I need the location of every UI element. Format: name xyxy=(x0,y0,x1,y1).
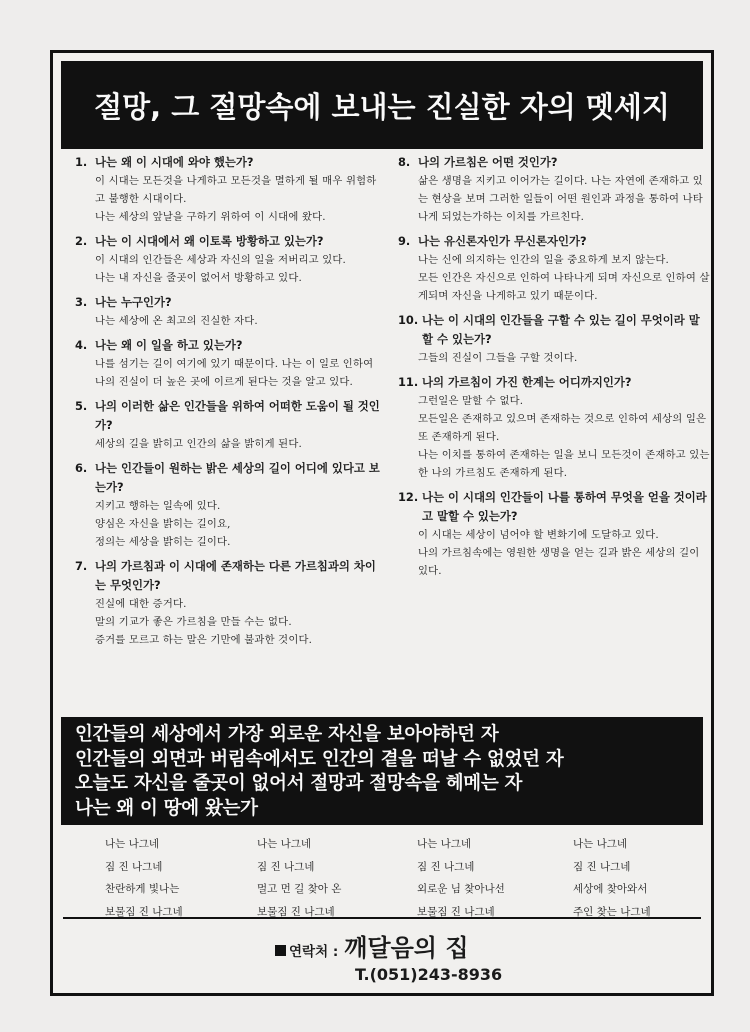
poem-line: 짐 진 나그네 xyxy=(417,860,475,873)
answer-text xyxy=(398,392,710,482)
questions-left-column xyxy=(75,153,385,655)
question-number: 2. xyxy=(75,234,88,248)
poem-line: 나는 나그네 xyxy=(105,838,160,850)
answer-line: 그런일은 말할 수 없다. xyxy=(418,395,524,407)
poem-stanza xyxy=(257,833,341,923)
question-text: 나는 누구인가? xyxy=(95,295,172,309)
answer-text xyxy=(398,526,710,580)
answer-line: 양심은 자신을 밝히는 길이요, xyxy=(95,518,231,530)
answer-text xyxy=(398,172,710,226)
banner xyxy=(61,717,703,825)
poem-section xyxy=(53,833,717,918)
question-text: 나는 이 시대에서 왜 이토록 방황하고 있는가? xyxy=(95,234,324,248)
answer-line: 그들의 진실이 그들을 구할 것이다. xyxy=(418,352,578,364)
answer-text xyxy=(75,497,385,551)
answer-line: 삶은 생명을 지키고 이어가는 길이다. 나는 자연에 존재하고 있는 현상을 보며 그러한 일들이 어떤 원인과 과정을 통하여 나타나게 되었는가하는 이치를 가르친다. xyxy=(418,175,703,223)
answer-line: 모든일은 존재하고 있으며 존재하는 것으로 인하여 세상의 일은 또 존재하게 된다. xyxy=(418,413,707,443)
question-item xyxy=(398,488,710,580)
question-text: 나의 가르침은 어떤 것인가? xyxy=(418,155,558,169)
divider xyxy=(63,917,701,919)
question-text: 나는 인간들이 원하는 밝은 세상의 길이 어디에 있다고 보는가? xyxy=(95,461,380,494)
question-item xyxy=(75,557,385,649)
answer-line: 말의 기교가 좋은 가르침을 만들 수는 없다. xyxy=(95,616,292,628)
question-item xyxy=(75,232,385,287)
question-text: 나는 왜 이 일을 하고 있는가? xyxy=(95,338,243,352)
question-item xyxy=(75,153,385,226)
question-item xyxy=(398,232,710,305)
answer-line: 나는 세상에 온 최고의 진실한 자다. xyxy=(95,315,258,327)
question-item xyxy=(75,397,385,453)
question-text: 나는 이 시대의 인간들을 구할 수 있는 길이 무엇이라 말할 수 있는가? xyxy=(422,313,700,346)
poem-line: 나는 나그네 xyxy=(257,838,312,850)
answer-text xyxy=(75,355,385,391)
poem-line: 보물짐 진 나그네 xyxy=(417,905,495,918)
poem-stanza xyxy=(417,833,505,923)
answer-line: 모든 인간은 자신으로 인하여 나타나게 되며 자신으로 인하여 살게되며 자신을 나게하고 있기 때문이다. xyxy=(418,272,710,302)
answer-text xyxy=(398,251,710,305)
question-number: 7. xyxy=(75,559,88,573)
poem-stanza xyxy=(105,833,183,923)
answer-text xyxy=(75,312,385,330)
poem-line: 멀고 먼 길 찾아 온 xyxy=(257,883,342,895)
poem-line: 보물짐 진 나그네 xyxy=(257,905,335,918)
answer-line: 나의 가르침속에는 영원한 생명을 얻는 길과 밝은 세상의 길이 있다. xyxy=(418,547,700,577)
banner-line: 나는 왜 이 땅에 왔는가 xyxy=(75,797,258,819)
question-text: 나의 가르침이 가진 한계는 어디까지인가? xyxy=(422,375,632,389)
poem-line: 짐 진 나그네 xyxy=(105,860,163,873)
answer-line: 나는 내 자신을 줄곳이 없어서 방황하고 있다. xyxy=(95,272,302,284)
organization-name: 깨달음의 집 xyxy=(344,934,469,962)
question-number: 3. xyxy=(75,295,88,309)
poem-line: 보물짐 진 나그네 xyxy=(105,905,183,918)
contact-block xyxy=(275,928,575,984)
question-number: 1. xyxy=(75,155,88,169)
question-number: 10. xyxy=(398,313,419,327)
banner-line: 인간들의 세상에서 가장 외로운 자신을 보아야하던 자 xyxy=(75,724,499,745)
question-text: 나의 이러한 삶은 인간들을 위하여 어떠한 도움이 될 것인가? xyxy=(95,399,380,432)
question-number: 8. xyxy=(398,155,411,169)
answer-line: 나는 세상의 앞날을 구하기 위하여 이 시대에 왔다. xyxy=(95,211,326,223)
answer-line: 지키고 행하는 일속에 있다. xyxy=(95,500,221,512)
poem-line: 짐 진 나그네 xyxy=(573,860,631,873)
poem-line: 짐 진 나그네 xyxy=(257,860,315,873)
poem-line: 세상에 찾아와서 xyxy=(573,883,648,895)
question-item xyxy=(75,336,385,391)
question-text: 나는 이 시대의 인간들이 나를 통하여 무엇을 얻을 것이라고 말할 수 있는가? xyxy=(422,490,707,523)
contact-label: 연락처 : xyxy=(289,944,339,960)
question-number: 12. xyxy=(398,490,419,504)
answer-line: 증거를 모르고 하는 말은 기만에 불과한 것이다. xyxy=(95,634,313,646)
banner-line: 오늘도 자신을 줄곳이 없어서 절망과 절망속을 헤메는 자 xyxy=(75,773,523,794)
question-item xyxy=(75,459,385,551)
question-number: 5. xyxy=(75,399,88,413)
square-bullet-icon xyxy=(275,945,286,956)
answer-line: 나를 섬기는 길이 여기에 있기 때문이다. 나는 이 일로 인하여 나의 진실이 더 높은 곳에 이르게 된다는 것을 알고 있다. xyxy=(95,358,374,388)
answer-line: 이 시대는 세상이 넘어야 할 변화기에 도달하고 있다. xyxy=(418,529,659,541)
banner-line: 인간들의 외면과 버림속에서도 인간의 곁을 떠날 수 없었던 자 xyxy=(75,748,564,770)
question-item xyxy=(398,153,710,226)
answer-line: 진실에 대한 증거다. xyxy=(95,598,187,610)
answer-line: 이 시대는 모든것을 나게하고 모든것을 멸하게 될 매우 위험하고 불행한 시대이다. xyxy=(95,175,377,205)
question-item xyxy=(75,293,385,330)
poem-line: 주인 찾는 나그네 xyxy=(573,905,651,918)
poem-line: 찬란하게 빛나는 xyxy=(105,883,180,895)
answer-text xyxy=(75,172,385,226)
answer-line: 이 시대의 인간들은 세상과 자신의 일을 저버리고 있다. xyxy=(95,254,347,266)
flyer-title: 절망, 그 절망속에 보내는 진실한 자의 멧세지 xyxy=(61,61,703,149)
flyer-frame xyxy=(50,50,714,996)
question-text: 나는 유신론자인가 무신론자인가? xyxy=(418,234,587,248)
answer-text xyxy=(75,435,385,453)
question-text: 나는 왜 이 시대에 와야 했는가? xyxy=(95,155,254,169)
questions-right-column xyxy=(398,153,710,586)
answer-text xyxy=(75,251,385,287)
answer-line: 정의는 세상을 밝히는 길이다. xyxy=(95,536,231,548)
answer-line: 나는 신에 의지하는 인간의 일을 중요하게 보지 않는다. xyxy=(418,254,670,266)
answer-line: 세상의 길을 밝히고 인간의 삶을 밝히게 된다. xyxy=(95,438,302,450)
poem-stanza xyxy=(573,833,651,923)
poem-line: 나는 나그네 xyxy=(573,838,628,850)
question-number: 4. xyxy=(75,338,88,352)
phone-number: T.(051)243-8936 xyxy=(355,965,503,984)
answer-text xyxy=(75,595,385,649)
question-item xyxy=(398,373,710,482)
poem-line: 외로운 님 찾아나선 xyxy=(417,883,505,895)
question-number: 9. xyxy=(398,234,411,248)
question-text: 나의 가르침과 이 시대에 존재하는 다른 가르침과의 차이는 무엇인가? xyxy=(95,559,376,592)
answer-text xyxy=(398,349,710,367)
answer-line: 나는 이치를 통하여 존재하는 일을 보니 모든것이 존재하고 있는 한 나의 가르침도 존재하게 된다. xyxy=(418,449,710,479)
question-number: 11. xyxy=(398,375,419,389)
poem-line: 나는 나그네 xyxy=(417,838,472,850)
question-number: 6. xyxy=(75,461,88,475)
question-item xyxy=(398,311,710,367)
